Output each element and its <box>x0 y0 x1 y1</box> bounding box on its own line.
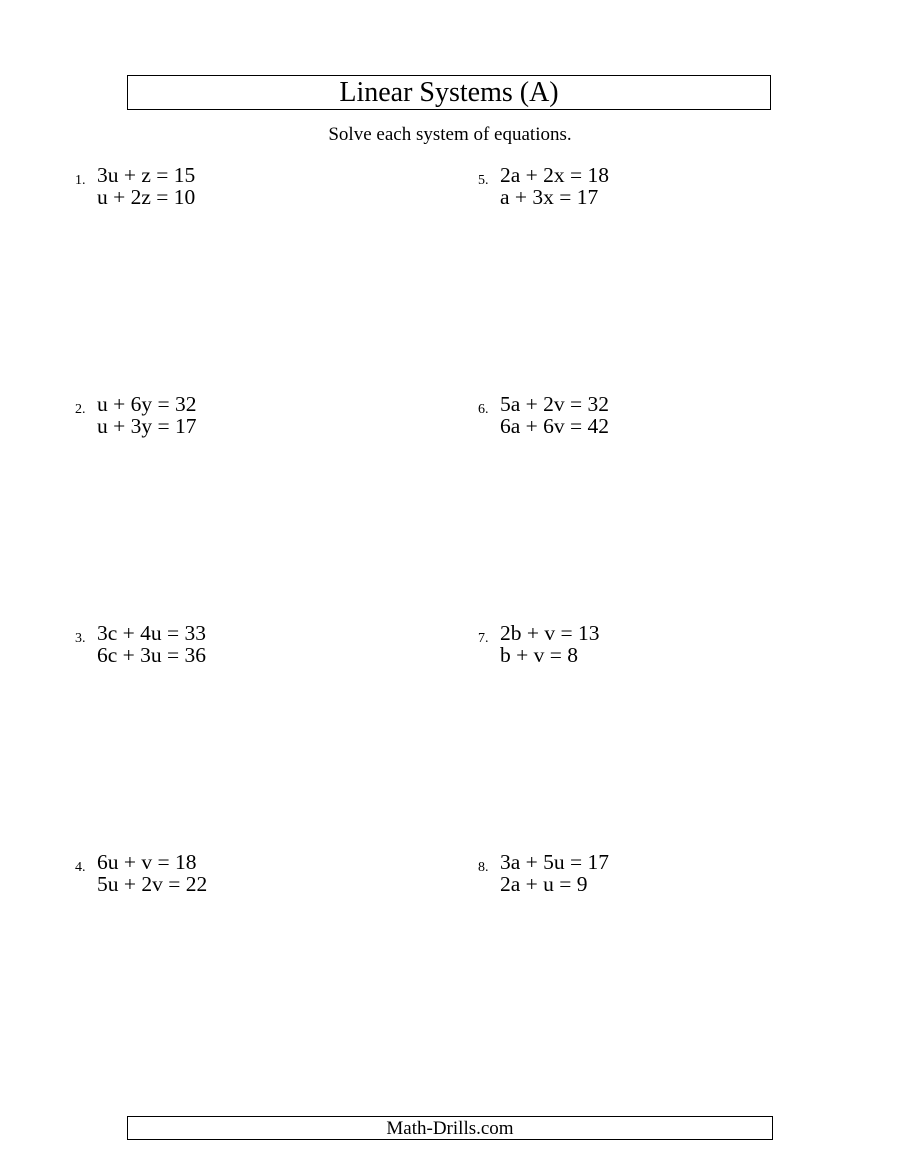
problem-number: 7. <box>478 631 489 646</box>
equation-2: 6c + 3u = 36 <box>97 643 207 667</box>
equation-2: b + v = 8 <box>500 643 579 667</box>
equation-1: 3u + z = 15 <box>97 163 196 187</box>
problem-number: 2. <box>75 402 86 417</box>
equation-1: 2b + v = 13 <box>500 621 600 645</box>
footer <box>127 1116 773 1140</box>
worksheet-title-text: Linear Systems (A) <box>339 76 559 108</box>
problem-number: 4. <box>75 860 86 875</box>
equation-2: u + 3y = 17 <box>97 414 197 438</box>
problem-number: 3. <box>75 631 86 646</box>
problem-number: 1. <box>75 173 86 188</box>
instructions: Solve each system of equations. <box>328 124 572 145</box>
equation-2: 5u + 2v = 22 <box>97 872 208 896</box>
equation-1: 5a + 2v = 32 <box>500 392 610 416</box>
equation-2: 6a + 6v = 42 <box>500 414 610 438</box>
equation-2: a + 3x = 17 <box>500 185 599 209</box>
equation-1: 3c + 4u = 33 <box>97 621 207 645</box>
footer-text: Math-Drills.com <box>386 1117 514 1139</box>
equation-2: u + 2z = 10 <box>97 185 196 209</box>
equation-1: u + 6y = 32 <box>97 392 197 416</box>
problem-number: 6. <box>478 402 489 417</box>
equation-1: 2a + 2x = 18 <box>500 163 610 187</box>
worksheet-title <box>127 75 771 110</box>
equation-1: 6u + v = 18 <box>97 850 197 874</box>
problem-number: 8. <box>478 860 489 875</box>
equation-1: 3a + 5u = 17 <box>500 850 610 874</box>
problem-number: 5. <box>478 173 489 188</box>
equation-2: 2a + u = 9 <box>500 872 588 896</box>
